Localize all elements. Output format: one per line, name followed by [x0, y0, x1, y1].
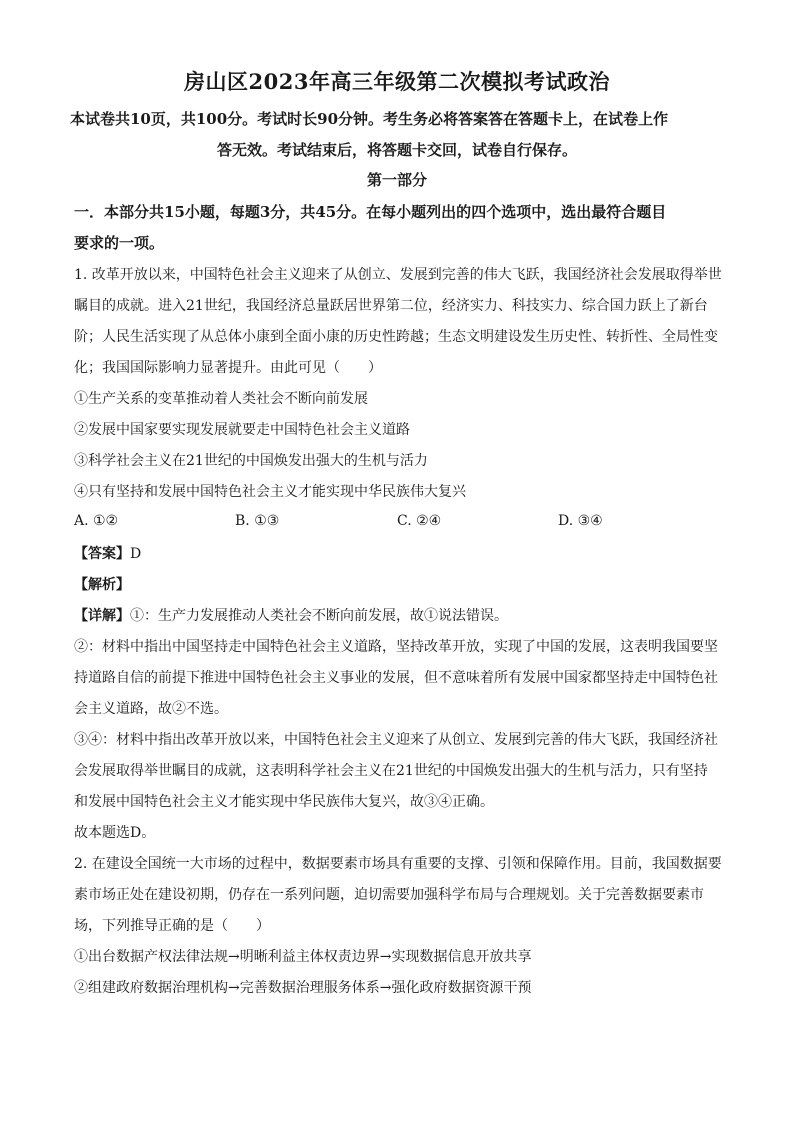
q1-option-c: C. ②④	[397, 513, 442, 529]
document-title: 房山区2023年高三年级第二次模拟考试政治	[184, 69, 610, 94]
q1-option-a: A. ①②	[74, 513, 119, 529]
q1-stem-line-3: 阶；人民生活实现了从总体小康到全面小康的历史性跨越；生态文明建设发生历史性、转折性、全局性变	[74, 329, 718, 345]
q1-detail-line-3: 持道路自信的前提下推进中国特色社会主义事业的发展，但不意味着所有发展中国家都坚持走中国特色社	[74, 670, 718, 686]
q1-detail-line-7: 和发展中国特色社会主义才能实现中华民族伟大复兴，故③④正确。	[74, 794, 494, 810]
q1-detail-line-2: ②：材料中指出中国坚持走中国特色社会主义道路，坚持改革开放，实现了中国的发展，这表明我国要坚	[74, 639, 718, 655]
q1-detail-line-6: 会发展取得举世瞩目的成就，这表明科学社会主义在21世纪的中国焕发出强大的生机与活力，只有坚持	[74, 763, 708, 779]
q2-statement-1: ①出台数据产权法律法规→明晰利益主体权责边界→实现数据信息开放共享	[74, 949, 532, 965]
part-heading: 第一部分	[366, 171, 427, 189]
q1-option-d: D. ③④	[558, 513, 603, 529]
q1-option-b: B. ①③	[235, 513, 280, 529]
q2-stem-line-1: 2. 在建设全国统一大市场的过程中，数据要素市场具有重要的支撑、引领和保障作用。目前，我国数据要	[74, 856, 722, 872]
instructions-line-1: 本试卷共10页，共100分。考试时长90分钟。考生务必将答案答在答题卡上，在试卷上作	[70, 110, 669, 128]
section-intro-line-2: 要求的一项。	[74, 234, 165, 252]
q1-statement-3: ③科学社会主义在21世纪的中国焕发出强大的生机与活力	[74, 453, 428, 469]
instructions-line-2: 答无效。考试结束后，将答题卡交回，试卷自行保存。	[216, 141, 577, 159]
answer-label: 【答案】	[74, 546, 130, 562]
q1-answer	[74, 544, 724, 564]
section-intro-line-1: 一．本部分共15小题，每题3分，共45分。在每小题列出的四个选项中，选出最符合题目	[74, 203, 667, 221]
q1-stem-line-4: 化；我国国际影响力显著提升。由此可见（ ）	[74, 360, 382, 376]
q1-detail-line-5: ③④：材料中指出改革开放以来，中国特色社会主义迎来了从创立、发展到完善的伟大飞跃，我国经济社	[74, 732, 718, 748]
q1-statement-2: ②发展中国家要实现发展就要走中国特色社会主义道路	[74, 422, 410, 438]
q1-statement-1: ①生产关系的变革推动着人类社会不断向前发展	[74, 391, 368, 407]
q2-stem-line-3: 场，下列推导正确的是（ ）	[74, 918, 270, 934]
q2-statement-2: ②组建政府数据治理机构→完善数据治理服务体系→强化政府数据资源干预	[74, 980, 532, 996]
q1-detail-line-4: 会主义道路，故②不选。	[74, 701, 228, 717]
q1-options	[74, 513, 724, 533]
detail-label: 【详解】	[74, 608, 130, 624]
answer-value: D	[130, 546, 142, 562]
q2-stem-line-2: 素市场正处在建设初期，仍存在一系列问题，迫切需要加强科学布局与合理规划。关于完善数据要素市	[74, 887, 704, 903]
q1-detail-line-1	[74, 606, 724, 626]
q1-stem-line-1: 1. 改革开放以来，中国特色社会主义迎来了从创立、发展到完善的伟大飞跃，我国经济社会发展取得举世	[74, 267, 722, 283]
detail-text-1: ①：生产力发展推动人类社会不断向前发展，故①说法错误。	[130, 608, 508, 624]
q1-statement-4: ④只有坚持和发展中国特色社会主义才能实现中华民族伟大复兴	[74, 484, 466, 500]
q1-stem-line-2: 瞩目的成就。进入21世纪，我国经济总量跃居世界第二位，经济实力、科技实力、综合国力跃上了新台	[74, 298, 708, 314]
analysis-label: 【解析】	[74, 577, 130, 593]
q1-conclusion: 故本题选D。	[74, 825, 156, 841]
